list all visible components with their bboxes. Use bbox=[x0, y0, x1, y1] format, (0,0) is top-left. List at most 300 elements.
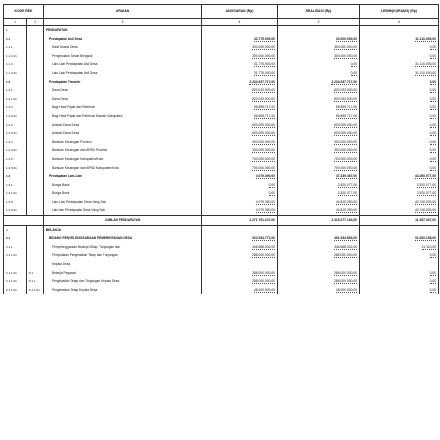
anggaran-value bbox=[202, 172, 278, 181]
table-row bbox=[4, 146, 439, 155]
account-code: 1.2.3 bbox=[4, 121, 27, 130]
realisasi-value-text: 346.668.032,00 bbox=[334, 244, 357, 249]
row-label: Alokasi Dana Desa bbox=[44, 121, 202, 130]
realisasi-value bbox=[278, 164, 360, 173]
row-label: Bantuan Keuangan dari APBD Kabupaten/Kota bbox=[44, 164, 202, 173]
row-label: Penghasilan Tetap Kepala Desa bbox=[44, 286, 202, 295]
column-number: 4 bbox=[202, 19, 278, 26]
anggaran-value bbox=[202, 234, 278, 243]
row-label: Alokasi Dana Desa bbox=[44, 129, 202, 138]
row-label: Lain-Lain Pendapatan Asli Desa bbox=[44, 60, 202, 69]
table-row bbox=[4, 251, 439, 260]
row-label: Lain-Lain Pendapatan Asli Desa bbox=[44, 69, 202, 78]
lebih-kurang-value-text: 0,00 bbox=[429, 287, 436, 292]
realisasi-value bbox=[278, 189, 360, 198]
realisasi-value bbox=[278, 286, 360, 295]
row-label: Bagi Hasil Pajak dan Retribusi bbox=[44, 103, 202, 112]
lebih-kurang-value bbox=[360, 103, 439, 112]
table-row bbox=[4, 78, 439, 87]
realisasi-value-text: 288.000.000,00 bbox=[334, 253, 357, 258]
total-row bbox=[4, 216, 439, 226]
realisasi-value-text: 33.000.000,00 bbox=[335, 36, 357, 41]
realisasi-value-text: 2.234.937.717,00 bbox=[331, 79, 357, 84]
row-label: Kepala Desa bbox=[44, 260, 202, 269]
account-code: 1.1.4.01 bbox=[4, 69, 27, 78]
lebih-kurang-value bbox=[360, 277, 439, 286]
anggaran-value-text: 0,00 bbox=[268, 191, 275, 196]
anggaran-value-text: 56.895.717,00 bbox=[253, 105, 275, 110]
lebih-kurang-value-text: 0,00 bbox=[429, 279, 436, 284]
anggaran-value-text: 2.234.937.717,00 bbox=[249, 79, 275, 84]
sub-code bbox=[27, 112, 44, 121]
total-anggaran: 2.271.791.107,00 bbox=[202, 216, 278, 226]
lebih-kurang-value bbox=[360, 189, 439, 198]
lebih-kurang-value-text: 0,00 bbox=[429, 148, 436, 153]
column-number: 1 bbox=[4, 19, 27, 26]
row-label: Lain-Lain Pendapatan Desa Yang Sah bbox=[44, 198, 202, 207]
sub-code bbox=[27, 26, 44, 35]
sub-code bbox=[27, 95, 44, 104]
row-label: Pendapatan Transfer bbox=[44, 78, 202, 87]
header-uraian: URAIAN bbox=[44, 5, 202, 19]
lebih-kurang-value bbox=[360, 60, 439, 69]
anggaran-value-text: 56.895.717,00 bbox=[253, 113, 275, 118]
report-sheet bbox=[3, 4, 438, 294]
table-row bbox=[4, 286, 439, 295]
header-anggaran: ANGGARAN (Rp) bbox=[202, 5, 278, 19]
table-row bbox=[4, 121, 439, 130]
sub-code bbox=[27, 198, 44, 207]
column-number: 5 bbox=[278, 19, 360, 26]
row-label: Lain-lain Pendapatan Desa Yang Sah bbox=[44, 206, 202, 215]
lebih-kurang-value bbox=[360, 172, 439, 181]
anggaran-value-text: 300.000.000,00 bbox=[252, 139, 275, 144]
anggaran-value bbox=[202, 251, 278, 260]
sub-code: 5.1.1 bbox=[27, 277, 44, 286]
table-row bbox=[4, 181, 439, 190]
lebih-kurang-value bbox=[360, 86, 439, 95]
sub-code bbox=[27, 35, 44, 44]
realisasi-value bbox=[278, 155, 360, 164]
table-body bbox=[4, 26, 439, 295]
lebih-kurang-value-text: 0,00 bbox=[429, 45, 436, 50]
lebih-kurang-value-text: 0,00 bbox=[429, 105, 436, 110]
account-code: 2.1.1.01 bbox=[4, 277, 27, 286]
lebih-kurang-value-text: 0,00 bbox=[429, 253, 436, 258]
row-label: Bantuan Keuangan dari APBD Provinsi bbox=[44, 146, 202, 155]
sub-code bbox=[27, 121, 44, 130]
lebih-kurang-value bbox=[360, 286, 439, 295]
table-row bbox=[4, 172, 439, 181]
account-code: 2.1.1 bbox=[4, 243, 27, 252]
lebih-kurang-value-text: 0,00 bbox=[429, 88, 436, 93]
realisasi-value bbox=[278, 60, 360, 69]
realisasi-value bbox=[278, 78, 360, 87]
table-row bbox=[4, 225, 439, 234]
lebih-kurang-value-text: 0,00 bbox=[429, 79, 436, 84]
lebih-kurang-value bbox=[360, 52, 439, 61]
lebih-kurang-value-text: 31.110.000,00 bbox=[415, 62, 436, 67]
header-kode-rek: KODE REK bbox=[4, 5, 44, 19]
table-row bbox=[4, 198, 439, 207]
account-code bbox=[4, 260, 27, 269]
realisasi-value-text: 44.819.390,00 bbox=[335, 199, 357, 204]
realisasi-value bbox=[278, 35, 360, 44]
anggaran-value bbox=[202, 225, 278, 234]
lebih-kurang-value-text: 43.260.077,00 bbox=[414, 174, 436, 179]
anggaran-value-text: 31.775.000,00 bbox=[253, 62, 275, 67]
anggaran-value bbox=[202, 43, 278, 52]
sub-code bbox=[27, 164, 44, 173]
table-row bbox=[4, 129, 439, 138]
lebih-kurang-value bbox=[360, 155, 439, 164]
realisasi-value-text: 603.009.000,00 bbox=[334, 122, 357, 127]
realisasi-value-text: 300.000.000,00 bbox=[334, 148, 357, 153]
anggaran-value-text: 48.000.000,00 bbox=[253, 287, 275, 292]
account-code: 1.3.9 bbox=[4, 198, 27, 207]
lebih-kurang-value-text: 0,00 bbox=[429, 165, 436, 170]
anggaran-value-text: 0,00 bbox=[268, 182, 275, 187]
total-lebih-kurang: 11.357.407,00 bbox=[360, 216, 439, 226]
anggaran-value bbox=[202, 78, 278, 87]
anggaran-value-text: 31.775.000,00 bbox=[253, 70, 275, 75]
anggaran-value-text: 288.000.000,00 bbox=[252, 279, 275, 284]
table-row bbox=[4, 243, 439, 252]
table-row bbox=[4, 86, 439, 95]
realisasi-value-text: 288.000.000,00 bbox=[334, 270, 357, 275]
lebih-kurang-value bbox=[360, 78, 439, 87]
table-row bbox=[4, 269, 439, 278]
lebih-kurang-value bbox=[360, 181, 439, 190]
anggaran-value bbox=[202, 95, 278, 104]
anggaran-value bbox=[202, 138, 278, 147]
table-row bbox=[4, 234, 439, 243]
lebih-kurang-value bbox=[360, 35, 439, 44]
total-spacer-cell bbox=[4, 216, 44, 226]
total-label: JUMLAH PENDAPATAN bbox=[44, 216, 202, 226]
realisasi-value bbox=[278, 251, 360, 260]
table-row bbox=[4, 155, 439, 164]
row-label: BIDANG PENYELENGGARAAN PEMERINTAHAN DESA bbox=[44, 234, 202, 243]
column-number-row bbox=[4, 19, 439, 26]
table-row bbox=[4, 69, 439, 78]
realisasi-value-text: 700.000.000,00 bbox=[334, 165, 357, 170]
anggaran-value-text: 300.000.000,00 bbox=[252, 53, 275, 58]
anggaran-value bbox=[202, 269, 278, 278]
sub-code bbox=[27, 78, 44, 87]
row-label: Pendapatan Lain-Lain bbox=[44, 172, 202, 181]
anggaran-value-text: 603.009.000,00 bbox=[252, 131, 275, 136]
lebih-kurang-value-text: 31.000.108,00 bbox=[414, 236, 436, 241]
lebih-kurang-value bbox=[360, 146, 439, 155]
account-code: 1.2.5.01 bbox=[4, 164, 27, 173]
realisasi-value-text: 300.000.000,00 bbox=[334, 139, 357, 144]
realisasi-value-text: 2.520.077,00 bbox=[337, 191, 357, 196]
realisasi-value bbox=[278, 206, 360, 215]
account-code: 1 bbox=[4, 26, 27, 35]
anggaran-value-text: 4.079.390,00 bbox=[255, 199, 275, 204]
realisasi-value bbox=[278, 198, 360, 207]
realisasi-value-text: 48.000.000,00 bbox=[335, 287, 357, 292]
realisasi-value bbox=[278, 129, 360, 138]
anggaran-value bbox=[202, 243, 278, 252]
lebih-kurang-value bbox=[360, 121, 439, 130]
header-lebih-kurang: LEBIH/(KURANG) (Rp) bbox=[360, 5, 439, 19]
account-code: 1.2.4 bbox=[4, 138, 27, 147]
account-code: 2.1.1.01 bbox=[4, 269, 27, 278]
lebih-kurang-value-text: 0,00 bbox=[429, 96, 436, 101]
lebih-kurang-value bbox=[360, 43, 439, 52]
realisasi-value-text: 56.895.717,00 bbox=[335, 105, 357, 110]
sub-code bbox=[27, 60, 44, 69]
realisasi-value bbox=[278, 112, 360, 121]
anggaran-value-text: 288.000.000,00 bbox=[252, 270, 275, 275]
sub-code bbox=[27, 155, 44, 164]
realisasi-value bbox=[278, 138, 360, 147]
lebih-kurang-value bbox=[360, 269, 439, 278]
table-row bbox=[4, 164, 439, 173]
lebih-kurang-value-text: 31.110.000,00 bbox=[415, 70, 436, 75]
row-label: Bunga Bank bbox=[44, 181, 202, 190]
realisasi-value-text: 300.000.000,00 bbox=[334, 45, 357, 50]
realisasi-value-text: 2.520.077,00 bbox=[337, 182, 357, 187]
sub-code bbox=[27, 43, 44, 52]
sub-code bbox=[27, 234, 44, 243]
anggaran-value-text: 700.000.000,00 bbox=[252, 165, 275, 170]
row-label: BELANJA bbox=[44, 225, 202, 234]
anggaran-value-text: 603.009.000,00 bbox=[252, 122, 275, 127]
row-label: Bagi Hasil Pajak dan Retribusi Daerah Kabupaten bbox=[44, 112, 202, 121]
realisasi-value-text: 288.000.000,00 bbox=[334, 279, 357, 284]
lebih-kurang-value-text: 40.740.000,00 bbox=[414, 208, 436, 213]
table-row bbox=[4, 189, 439, 198]
sub-code bbox=[27, 225, 44, 234]
sub-code bbox=[27, 52, 44, 61]
row-label: Hasil Usaha Desa bbox=[44, 43, 202, 52]
lebih-kurang-value-text: 0,00 bbox=[429, 139, 436, 144]
account-code: 1.3.9.01 bbox=[4, 206, 27, 215]
realisasi-value-text: 0,00 bbox=[350, 62, 357, 67]
lebih-kurang-value-text: 0,00 bbox=[429, 53, 436, 58]
realisasi-value bbox=[278, 26, 360, 35]
account-code: 1.2.5 bbox=[4, 155, 27, 164]
realisasi-value bbox=[278, 121, 360, 130]
lebih-kurang-value bbox=[360, 251, 439, 260]
lebih-kurang-value bbox=[360, 198, 439, 207]
total-realisasi: 2.315.277.184,00 bbox=[278, 216, 360, 226]
row-label: Dana Desa bbox=[44, 95, 202, 104]
anggaran-value-text: 300.000.000,00 bbox=[252, 148, 275, 153]
anggaran-value bbox=[202, 26, 278, 35]
header-realisasi: REALISASI (Rp) bbox=[278, 5, 360, 19]
table-row bbox=[4, 103, 439, 112]
anggaran-value bbox=[202, 129, 278, 138]
realisasi-value bbox=[278, 43, 360, 52]
account-code: 2.1.1.01 bbox=[4, 286, 27, 295]
anggaran-value bbox=[202, 189, 278, 198]
realisasi-value bbox=[278, 243, 360, 252]
realisasi-value-text: 491.934.663,00 bbox=[334, 236, 357, 241]
realisasi-value bbox=[278, 225, 360, 234]
anggaran-value-text: 820.033.000,00 bbox=[252, 88, 275, 93]
anggaran-value bbox=[202, 146, 278, 155]
anggaran-value bbox=[202, 35, 278, 44]
realisasi-value bbox=[278, 172, 360, 181]
column-number: 3 bbox=[44, 19, 202, 26]
lebih-kurang-value-text: 0,00 bbox=[429, 270, 436, 275]
anggaran-value-text: 700.000.000,00 bbox=[252, 156, 275, 161]
anggaran-value-text: 4.079.390,00 bbox=[255, 208, 275, 213]
anggaran-value bbox=[202, 86, 278, 95]
lebih-kurang-value bbox=[360, 95, 439, 104]
anggaran-value bbox=[202, 286, 278, 295]
anggaran-value-text: 4.079.390,00 bbox=[255, 174, 275, 179]
table-row bbox=[4, 43, 439, 52]
row-label: Penghasilan Tetap dan Tunjangan Kepala Desa bbox=[44, 277, 202, 286]
realisasi-value bbox=[278, 181, 360, 190]
lebih-kurang-value-text: 2.520.077,00 bbox=[416, 182, 436, 187]
table-row bbox=[4, 112, 439, 121]
row-label: Dana Desa bbox=[44, 86, 202, 95]
anggaran-value bbox=[202, 155, 278, 164]
account-code: 2 bbox=[4, 225, 27, 234]
realisasi-value bbox=[278, 103, 360, 112]
realisasi-value bbox=[278, 269, 360, 278]
anggaran-value bbox=[202, 198, 278, 207]
table-row bbox=[4, 277, 439, 286]
account-code: 1.2.2.01 bbox=[4, 112, 27, 121]
table-row bbox=[4, 95, 439, 104]
realisasi-value-text: 820.033.000,00 bbox=[334, 88, 357, 93]
anggaran-value-text: 300.000.000,00 bbox=[252, 45, 275, 50]
realisasi-value bbox=[278, 69, 360, 78]
lebih-kurang-value bbox=[360, 138, 439, 147]
row-label: Bantuan Keuangan Provinsi bbox=[44, 138, 202, 147]
realisasi-value-text: 0,00 bbox=[350, 70, 357, 75]
sub-code bbox=[27, 206, 44, 215]
realisasi-value-text: 820.033.000,00 bbox=[334, 96, 357, 101]
account-code: 1.2 bbox=[4, 78, 27, 87]
lebih-kurang-value-text: 11.110.000,00 bbox=[415, 36, 436, 41]
account-code: 1.1 bbox=[4, 35, 27, 44]
realisasi-value bbox=[278, 52, 360, 61]
sub-code bbox=[27, 86, 44, 95]
column-number: 6 bbox=[360, 19, 439, 26]
lebih-kurang-value-text: 40.740.000,00 bbox=[414, 199, 436, 204]
lebih-kurang-value bbox=[360, 129, 439, 138]
anggaran-value bbox=[202, 52, 278, 61]
anggaran-value bbox=[202, 164, 278, 173]
anggaran-value bbox=[202, 60, 278, 69]
account-code: 1.2.1 bbox=[4, 86, 27, 95]
lebih-kurang-value bbox=[360, 112, 439, 121]
realisasi-value bbox=[278, 277, 360, 286]
table-row bbox=[4, 138, 439, 147]
table-row bbox=[4, 52, 439, 61]
lebih-kurang-value bbox=[360, 243, 439, 252]
sub-code bbox=[27, 243, 44, 252]
lebih-kurang-value bbox=[360, 234, 439, 243]
realisasi-value-text: 56.895.717,00 bbox=[335, 113, 357, 118]
sub-code: 5.1.1.01 bbox=[27, 286, 44, 295]
realisasi-value-text: 300.000.000,00 bbox=[334, 53, 357, 58]
table-row bbox=[4, 60, 439, 69]
realisasi-value bbox=[278, 95, 360, 104]
account-code: 1.2.4.01 bbox=[4, 146, 27, 155]
sub-code bbox=[27, 69, 44, 78]
anggaran-value bbox=[202, 277, 278, 286]
lebih-kurang-value bbox=[360, 164, 439, 173]
row-label: Belanja Pegawai bbox=[44, 269, 202, 278]
account-code: 1.1.4 bbox=[4, 60, 27, 69]
column-number: 2 bbox=[27, 19, 44, 26]
anggaran-value-text: 32.775.000,00 bbox=[253, 36, 275, 41]
anggaran-value bbox=[202, 103, 278, 112]
realisasi-value bbox=[278, 146, 360, 155]
lebih-kurang-value bbox=[360, 26, 439, 35]
sub-code bbox=[27, 129, 44, 138]
account-code: 1.2.2 bbox=[4, 103, 27, 112]
anggaran-value bbox=[202, 260, 278, 269]
sub-code bbox=[27, 189, 44, 198]
lebih-kurang-value-text: 0,00 bbox=[429, 122, 436, 127]
account-code: 1.3.1 bbox=[4, 181, 27, 190]
row-label: Bantuan Keuangan Kabupaten/Kota bbox=[44, 155, 202, 164]
table-row bbox=[4, 260, 439, 269]
sub-code bbox=[27, 103, 44, 112]
lebih-kurang-value-text: 21.110,00 bbox=[421, 244, 436, 249]
lebih-kurang-value bbox=[360, 206, 439, 215]
lebih-kurang-value-text: 2.520.077,00 bbox=[416, 191, 436, 196]
lebih-kurang-value bbox=[360, 260, 439, 269]
sub-code bbox=[27, 251, 44, 260]
sub-code bbox=[27, 181, 44, 190]
anggaran-value-text: 522.934.771,00 bbox=[252, 236, 275, 241]
account-code: 1.2.3.01 bbox=[4, 129, 27, 138]
row-label: Pendapatan Asli Desa bbox=[44, 35, 202, 44]
sub-code bbox=[27, 260, 44, 269]
realisasi-value bbox=[278, 86, 360, 95]
account-code: 1.1.1 bbox=[4, 43, 27, 52]
realisasi-value-text: 700.000.000,00 bbox=[334, 156, 357, 161]
anggaran-value bbox=[202, 206, 278, 215]
account-code: 2.1 bbox=[4, 234, 27, 243]
row-label: PENDAPATAN bbox=[44, 26, 202, 35]
lebih-kurang-value-text: 0,00 bbox=[429, 113, 436, 118]
realisasi-value-text: 47.339.467,00 bbox=[335, 174, 357, 179]
realisasi-value-text: 603.009.000,00 bbox=[334, 131, 357, 136]
anggaran-value bbox=[202, 181, 278, 190]
row-label: Bunga Bank bbox=[44, 189, 202, 198]
table-row bbox=[4, 35, 439, 44]
sub-code bbox=[27, 172, 44, 181]
lebih-kurang-value bbox=[360, 225, 439, 234]
sub-code bbox=[27, 146, 44, 155]
account-code: 2.1.1.01 bbox=[4, 251, 27, 260]
row-label: Penyelenggaraan Belanja Siltap, Tunjangan dan bbox=[44, 243, 202, 252]
account-code: 1.3 bbox=[4, 172, 27, 181]
anggaran-value-text: 346.668.032,00 bbox=[252, 244, 275, 249]
anggaran-value bbox=[202, 69, 278, 78]
anggaran-value-text: 820.033.000,00 bbox=[252, 96, 275, 101]
table-row bbox=[4, 206, 439, 215]
row-label: Penyediaan Penghasilan Tetap dan Tunjangan bbox=[44, 251, 202, 260]
account-code: 1.2.1.01 bbox=[4, 95, 27, 104]
lebih-kurang-value-text: 0,00 bbox=[429, 131, 436, 136]
row-label: Pengelolaan Tanah Bengkok bbox=[44, 52, 202, 61]
anggaran-value-text: 288.000.000,00 bbox=[252, 253, 275, 258]
realisasi-value bbox=[278, 234, 360, 243]
